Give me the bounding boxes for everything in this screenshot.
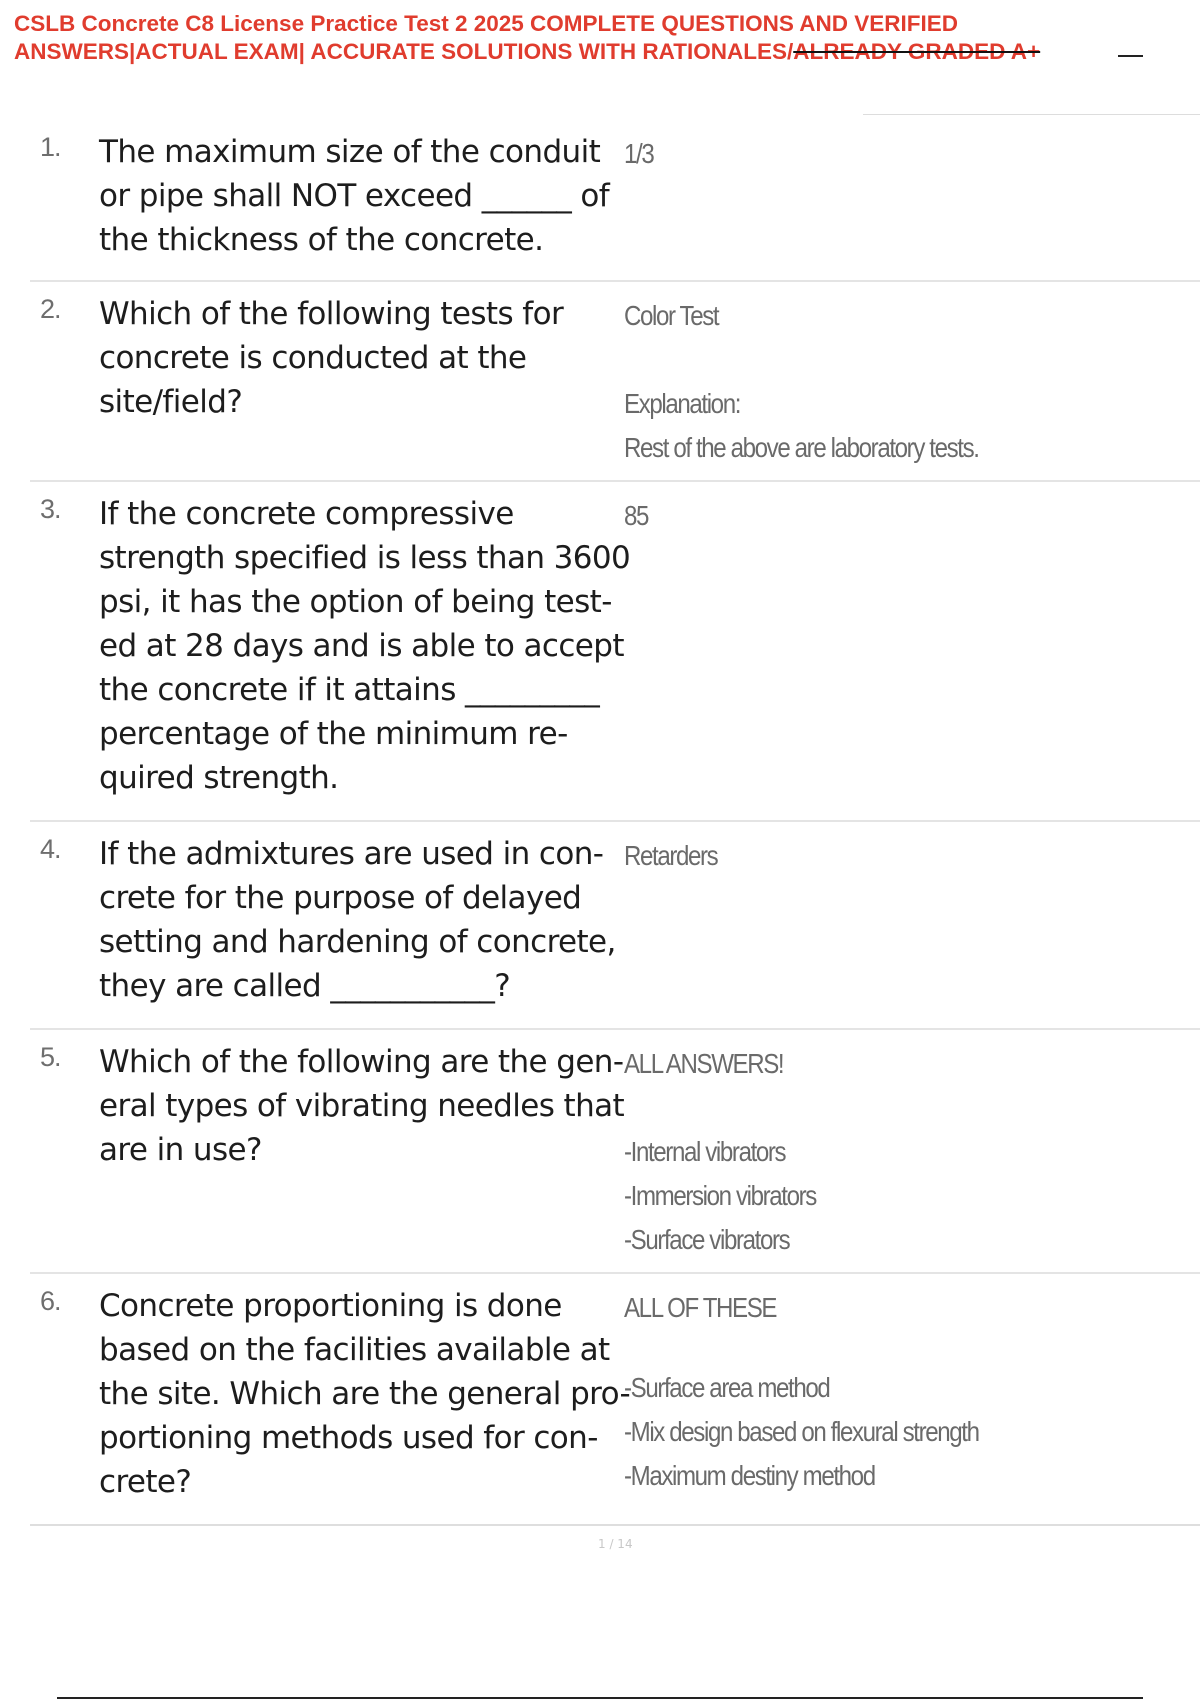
- question-line: percentage of the minimum re-: [99, 716, 568, 752]
- qa-row-6: [30, 1274, 1200, 1526]
- qa-row-2: [30, 282, 1200, 482]
- answer-line: Rest of the above are laboratory tests.: [624, 432, 979, 463]
- header-line-2-text: ANSWERS|ACTUAL EXAM| ACCURATE SOLUTIONS WITH RATIONALES/: [14, 39, 794, 64]
- answer-text: [624, 132, 1106, 176]
- question-line: Concrete proportioning is done: [99, 1288, 562, 1324]
- question-line: The maximum size of the conduit: [99, 134, 601, 170]
- qa-row-5: [30, 1030, 1200, 1274]
- answer-line: ALL ANSWERS!: [624, 1048, 784, 1079]
- answer-line: -Surface vibrators: [624, 1224, 790, 1255]
- question-text: [99, 1040, 625, 1172]
- question-number: 4.: [40, 834, 61, 864]
- answer-line: -Immersion vibrators: [624, 1180, 816, 1211]
- question-line: site/field?: [99, 384, 243, 420]
- question-text: [99, 1284, 631, 1504]
- bottom-divider: [57, 1697, 1143, 1699]
- answer-line: -Surface area method: [624, 1372, 830, 1403]
- question-number: 1.: [40, 132, 61, 162]
- question-text: [99, 292, 621, 424]
- answer-text: [624, 1286, 1106, 1498]
- question-line: Which of the following tests for: [99, 296, 564, 332]
- qa-row-3: [30, 482, 1200, 822]
- question-line: crete for the purpose of delayed: [99, 880, 582, 916]
- question-line: eral types of vibrating needles that: [99, 1088, 625, 1124]
- question-line: quired strength.: [99, 760, 339, 796]
- header-underline: [1118, 55, 1143, 57]
- answer-line: -Maximum destiny method: [624, 1460, 875, 1491]
- top-divider: [863, 114, 1200, 115]
- question-line: crete?: [99, 1464, 192, 1500]
- answer-spacer: [624, 1086, 1106, 1130]
- answer-line: -Mix design based on flexural strength: [624, 1416, 979, 1447]
- question-number: 3.: [40, 494, 61, 524]
- answer-text: [624, 494, 1106, 538]
- question-line: Which of the following are the gen-: [99, 1044, 624, 1080]
- question-text: [99, 130, 621, 262]
- question-line: psi, it has the option of being test-: [99, 584, 612, 620]
- answer-text: [624, 834, 1106, 878]
- question-line: If the concrete compressive: [99, 496, 514, 532]
- answer-line: 1/3: [624, 138, 654, 169]
- header-line-1: CSLB Concrete C8 License Practice Test 2 2025 COMPLETE QUESTIONS AND VERIFIED: [14, 11, 959, 36]
- question-line: the thickness of the concrete.: [99, 222, 544, 258]
- answer-text: [624, 294, 1106, 470]
- answer-line: Retarders: [624, 840, 718, 871]
- page-number: 1 / 14: [598, 1537, 633, 1551]
- qa-row-1: [30, 120, 1200, 282]
- question-line: strength specified is less than 3600: [99, 540, 631, 576]
- question-line: setting and hardening of concrete,: [99, 924, 616, 960]
- question-text: [99, 832, 621, 1008]
- document-header: [14, 10, 1144, 66]
- question-line: the concrete if it attains _________: [99, 672, 600, 708]
- answer-line: ALL OF THESE: [624, 1292, 777, 1323]
- question-text: [99, 492, 631, 800]
- question-line: portioning methods used for con-: [99, 1420, 598, 1456]
- question-line: ed at 28 days and is able to accept: [99, 628, 624, 664]
- question-line: the site. Which are the general pro-: [99, 1376, 631, 1412]
- answer-line: Color Test: [624, 300, 719, 331]
- question-line: based on the facilities available at: [99, 1332, 610, 1368]
- answer-spacer: [624, 338, 1106, 382]
- answer-line: -Internal vibrators: [624, 1136, 786, 1167]
- answer-spacer: [624, 1330, 1106, 1366]
- answer-text: [624, 1042, 1106, 1262]
- qa-list: [30, 120, 1200, 1526]
- question-line: they are called ___________?: [99, 968, 511, 1004]
- question-number: 5.: [40, 1042, 61, 1072]
- header-line-2: [14, 38, 1144, 66]
- question-line: If the admixtures are used in con-: [99, 836, 604, 872]
- question-number: 6.: [40, 1286, 61, 1316]
- question-line: are in use?: [99, 1132, 262, 1168]
- question-line: concrete is conducted at the: [99, 340, 527, 376]
- question-number: 2.: [40, 294, 61, 324]
- header-struck-text: ALREADY GRADED A+: [793, 39, 1041, 64]
- question-line: or pipe shall NOT exceed ______ of: [99, 178, 610, 214]
- qa-row-4: [30, 822, 1200, 1030]
- answer-line: Explanation:: [624, 388, 741, 419]
- answer-line: 85: [624, 500, 649, 531]
